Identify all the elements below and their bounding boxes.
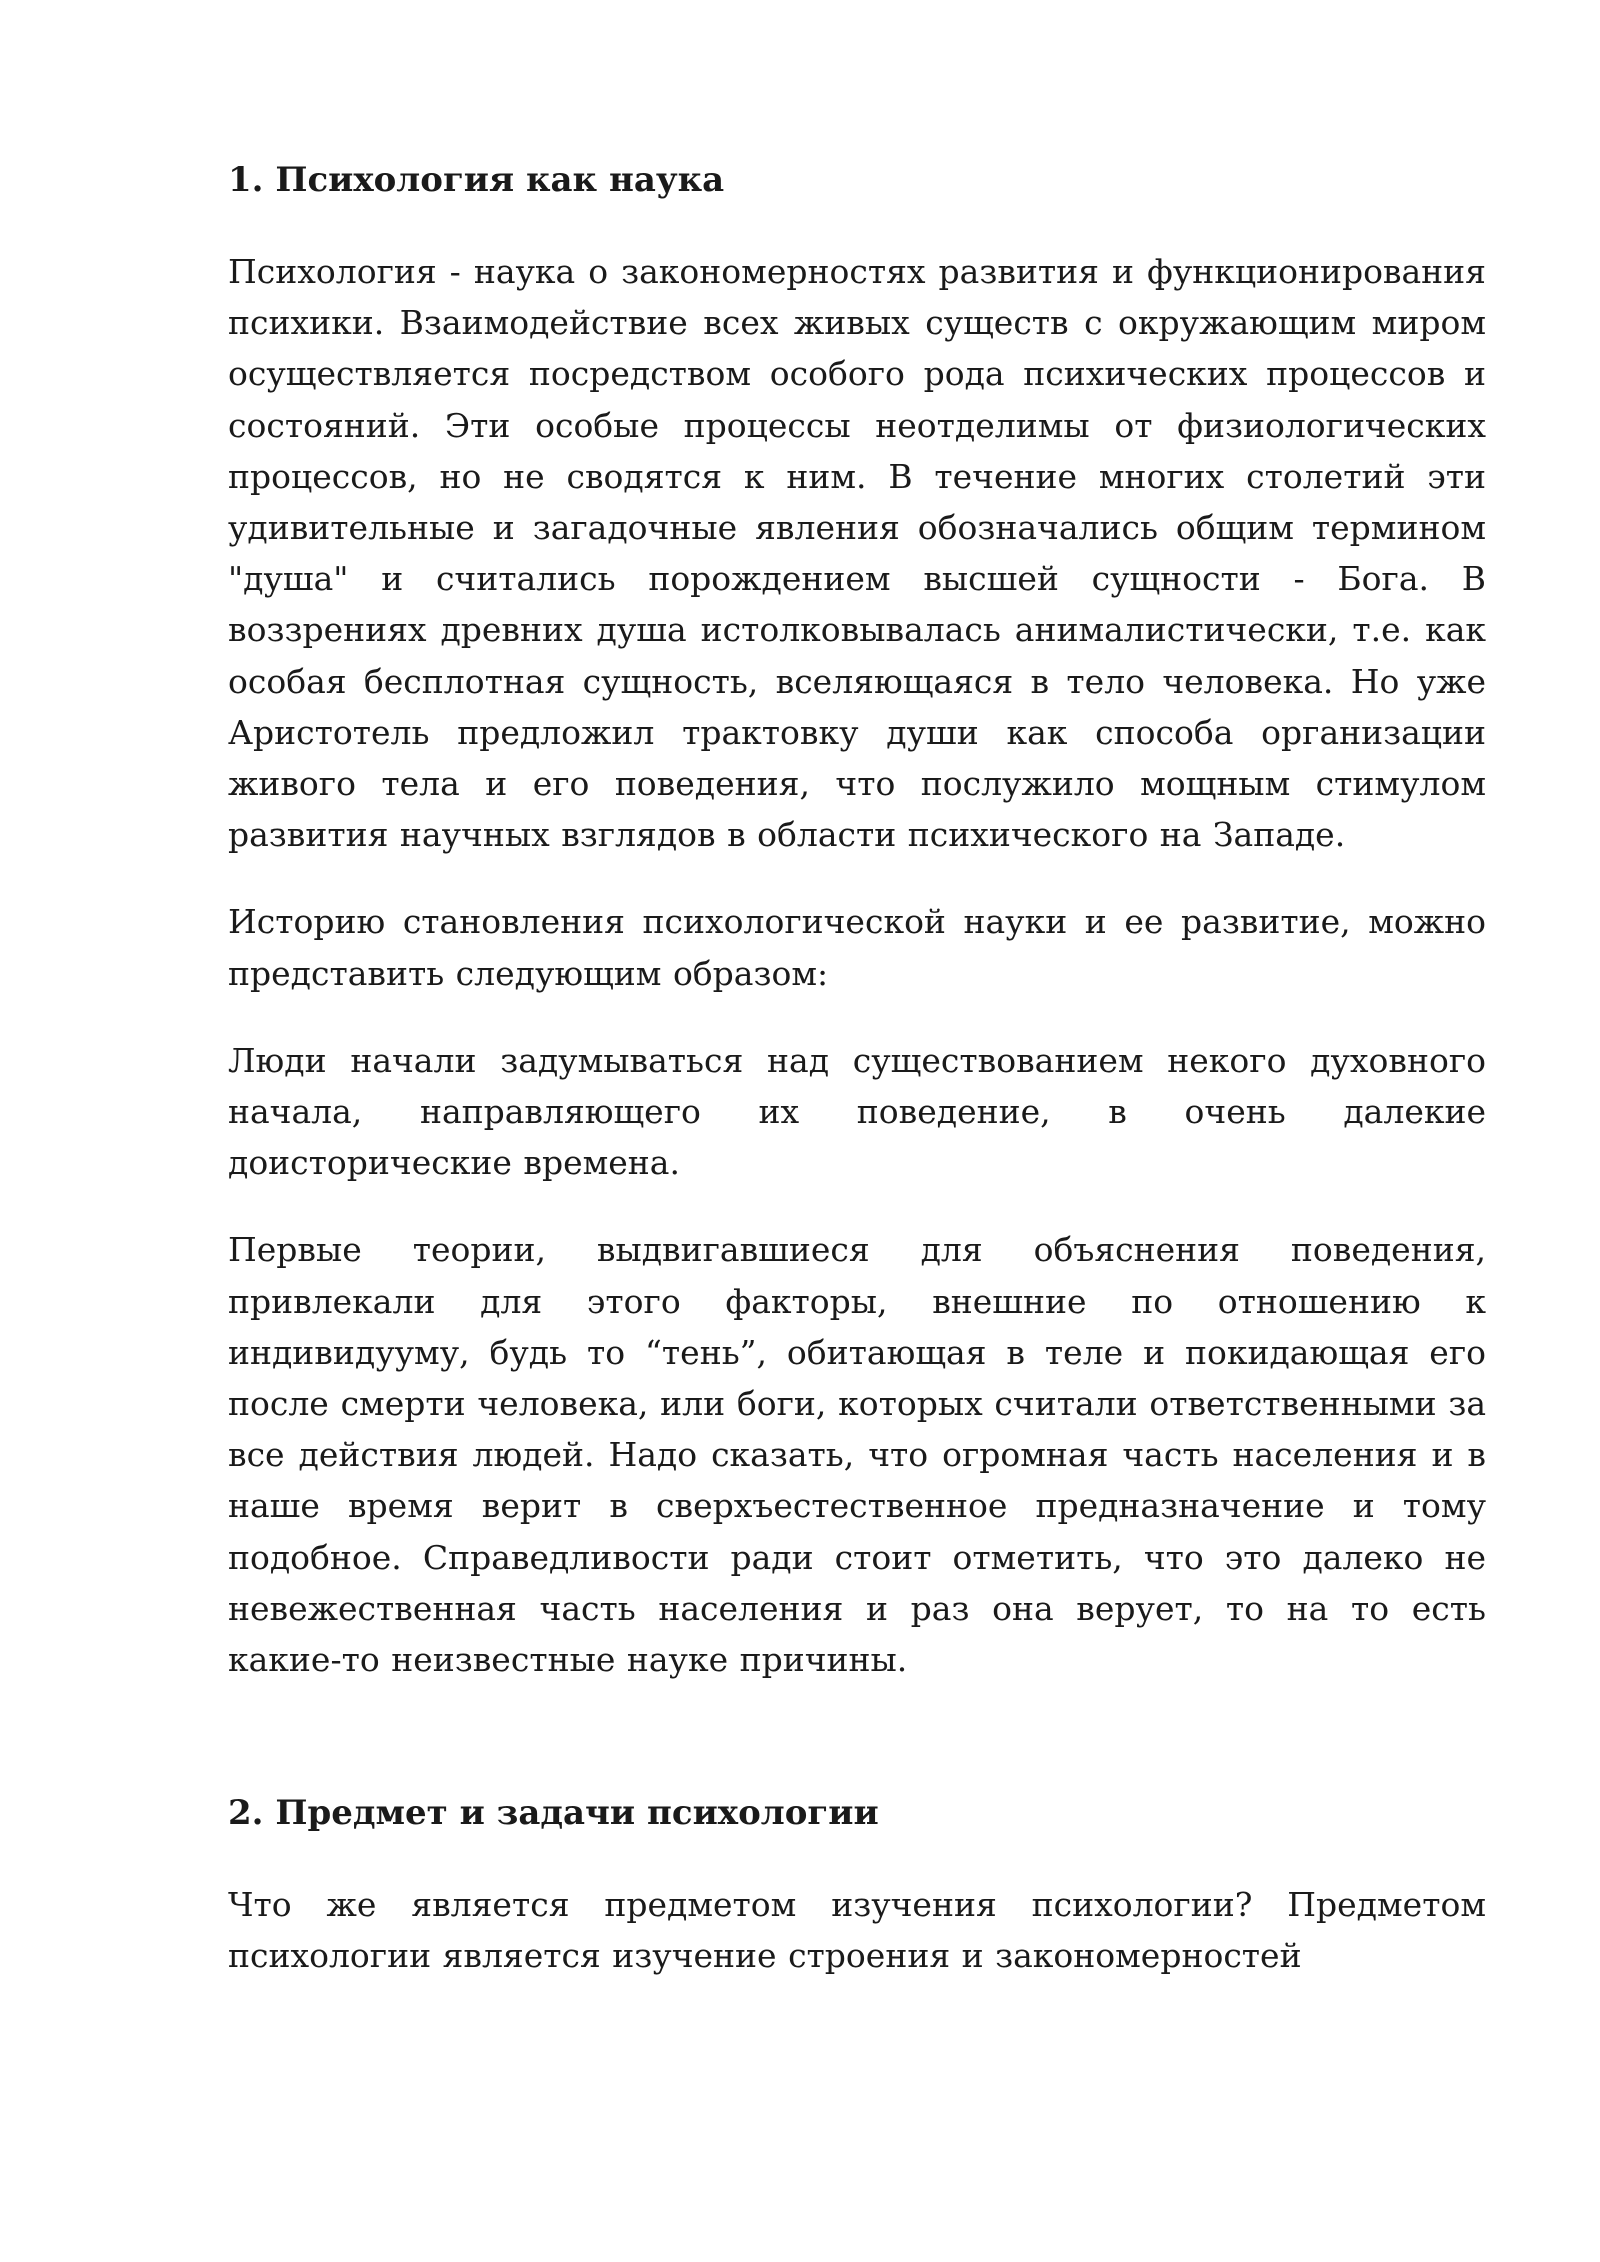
section-heading: 2. Предмет и задачи психологии bbox=[228, 1793, 879, 1834]
paragraph: Психология - наука о закономерностях развития и функционирования психики. Взаимодействие всех живых существ с окружающим миром осуществляется посредством особого рода психических процессов и состояний. Эти особые процессы неотделимы от физиологических процессов, но не сводятся к ним. В течение многих столетий эти удивительные и загадочные явления обозначались общим термином "душа" и считались порождением высшей сущности - Бога. В воззрениях древних душа истолковывалась анималистически, т.е. как особая бесплотная сущность, вселяющаяся в тело человека. Но уже Аристотель предложил трактовку души как способа организации живого тела и его поведения, что послужило мощным стимулом развития научных взглядов в области психического на Западе. bbox=[228, 252, 1486, 855]
section-heading: 1. Психология как наука bbox=[228, 160, 725, 200]
paragraph: Что же является предметом изучения психологии? Предметом психологии является изучение строения и закономерностей bbox=[228, 1885, 1486, 1976]
paragraph: Люди начали задумываться над существованием некого духовного начала, направляющего их поведение, в очень далекие доисторические времена. bbox=[228, 1040, 1486, 1183]
paragraph: Первые теории, выдвигавшиеся для объяснения поведения, привлекали для этого факторы, внешние по отношению к индивидууму, будь то “тень”, обитающая в теле и покидающая его после смерти человека, или боги, которых считали ответственными за все действия людей. Надо сказать, что огромная часть населения и в наше время верит в сверхъестественное предназначение и тому подобное. Справедливости ради стоит отметить, что это далеко не невежественная часть населения и раз она верует, то на то есть какие-то неизвестные науке причины. bbox=[228, 1230, 1486, 1680]
paragraph: Историю становления психологической науки и ее развитие, можно представить следующим образом: bbox=[228, 902, 1486, 993]
document-page bbox=[228, 158, 1486, 1982]
